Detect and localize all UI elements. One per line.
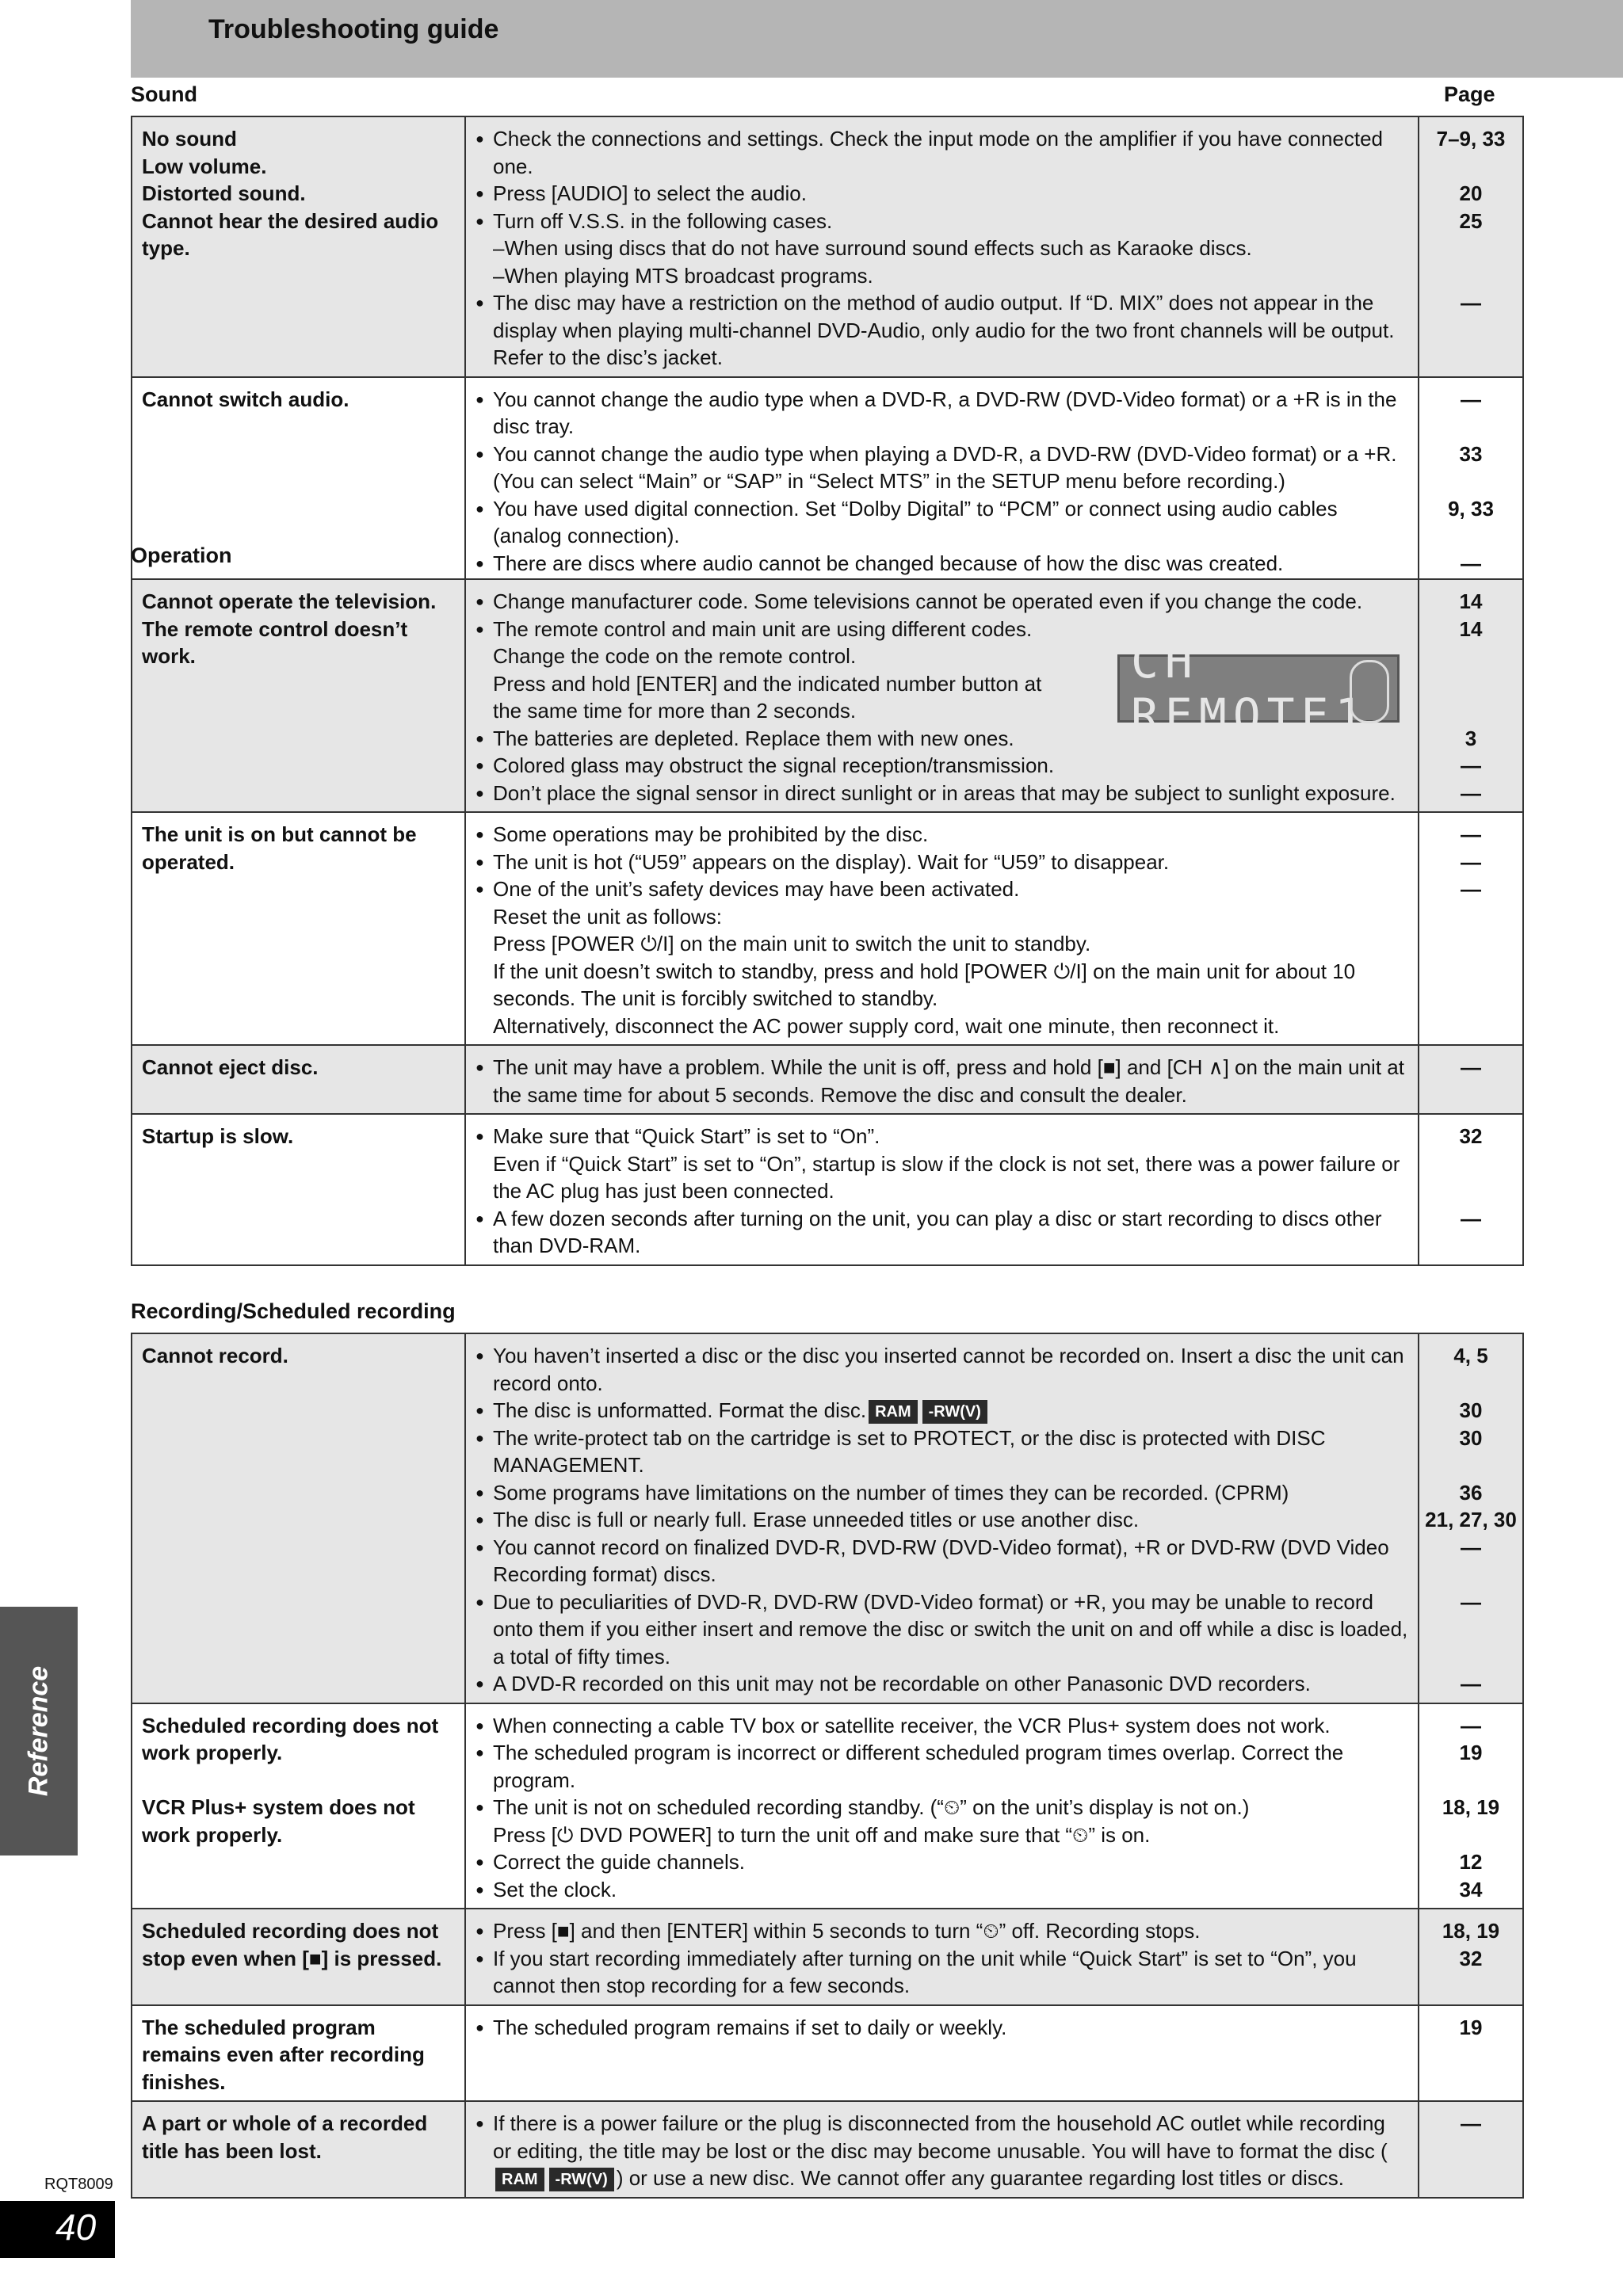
page-reference-cell [1419, 1703, 1523, 1909]
bullet-icon: ● [475, 2115, 484, 2131]
bullet-item [475, 441, 1408, 495]
solution-cell [465, 812, 1419, 1045]
page-reference-cell [1419, 377, 1523, 583]
bullet-item [475, 1945, 1408, 2000]
bullet-icon: ● [475, 881, 484, 897]
solution-cell [465, 1703, 1419, 1909]
problem-text: The unit is on but cannot be operated. [142, 822, 417, 874]
problem-text: Distorted sound. [142, 181, 306, 205]
table-row [132, 1114, 1523, 1265]
problem-cell [132, 579, 465, 812]
page-reference: 3 [1465, 726, 1477, 750]
problem-text: No sound [142, 127, 237, 151]
problem-cell [132, 812, 465, 1045]
disc-type-badge: RAM [495, 2168, 544, 2191]
page-reference: 14 [1459, 589, 1483, 613]
problem-text: VCR Plus+ system does not work properly. [142, 1795, 415, 1847]
page-reference: — [1461, 780, 1481, 805]
bullet-icon: ● [475, 212, 484, 229]
table-row [132, 812, 1523, 1045]
item-text: The disc may have a restriction on the method of audio output. If “D. MIX” does not appear in the display when playing multi-channel DVD-Audio, only audio for the two front channels will be output. Refer to the disc’s jacket. [493, 291, 1395, 369]
bullet-icon: ● [475, 131, 484, 147]
troubleshooting-table [131, 1333, 1524, 2199]
item-text: Check the connections and settings. Check the input mode on the amplifier if you have connected one. [493, 127, 1384, 178]
problem-cell [132, 1045, 465, 1114]
problem-cell [132, 2005, 465, 2102]
problem-cell [132, 1909, 465, 2005]
bullet-icon: ● [475, 1484, 484, 1501]
page-reference-cell [1419, 1045, 1523, 1114]
bullet-icon: ● [475, 1745, 484, 1760]
page-reference: — [1461, 849, 1481, 874]
bullet-item [475, 1712, 1408, 1740]
bullet-icon: ● [475, 1923, 484, 1939]
item-text: –When using discs that do not have surround sound effects such as Karaoke discs. [493, 236, 1252, 260]
problem-text: The scheduled program remains even after recording finishes. [142, 2015, 425, 2094]
page-reference: 19 [1459, 2015, 1483, 2039]
item-text: the same time for more than 2 seconds. [493, 699, 857, 723]
page-reference-cell [1419, 1333, 1523, 1703]
bullet-icon: ● [475, 1676, 484, 1691]
solution-cell [465, 377, 1419, 583]
bullet-icon: ● [475, 445, 484, 462]
page-reference: — [1461, 1713, 1481, 1737]
item-text: The remote control and main unit are using different codes. [493, 616, 1033, 641]
bullet-item [475, 1917, 1408, 1945]
bullet-item [475, 1506, 1408, 1534]
bullet-item [475, 180, 1408, 208]
page-reference: 12 [1459, 1850, 1483, 1874]
table-row [132, 1045, 1523, 1114]
bullet-item [475, 780, 1408, 807]
bullet-item [475, 2110, 1408, 2192]
page-reference: 36 [1459, 1480, 1483, 1505]
problem-cell [132, 1703, 465, 1909]
item-text: The disc is unformatted. Format the disc. [493, 1398, 867, 1422]
solution-cell [465, 2005, 1419, 2102]
item-text: You have used digital connection. Set “Dolby Digital” to “PCM” or connect using audio cables (analog connection). [493, 496, 1338, 547]
item-text: Don’t place the signal sensor in direct sunlight or in areas that may be subject to sunlight exposure. [493, 780, 1396, 805]
page-reference [1423, 1821, 1519, 1849]
item-text: Make sure that “Quick Start” is set to “On”. [493, 1124, 880, 1148]
page-reference-cell [1419, 1114, 1523, 1265]
table-row [132, 116, 1523, 377]
page-reference [1423, 1451, 1519, 1479]
item-text: The write-protect tab on the cartridge is set to PROTECT, or the disc is protected with DISC MANAGEMENT. [493, 1425, 1326, 1477]
highlight-circle [1350, 660, 1389, 723]
page-reference: 7–9, 33 [1436, 127, 1506, 151]
bullet-item [475, 752, 1408, 780]
page-reference: — [1461, 822, 1481, 846]
page-reference: — [1461, 387, 1481, 411]
disc-type-badge: RAM [869, 1400, 918, 1424]
problem-cell [132, 1333, 465, 1703]
section-title: Sound [131, 82, 197, 106]
indented-line [475, 1150, 1408, 1205]
solution-cell [465, 1114, 1419, 1265]
table-row [132, 1333, 1523, 1703]
page-reference: — [1461, 1206, 1481, 1230]
page-reference: — [1461, 1535, 1481, 1559]
page-reference [1423, 153, 1519, 181]
bullet-item [475, 1876, 1408, 1904]
bullet-item [475, 1123, 1408, 1150]
page-reference: — [1461, 877, 1481, 901]
page-number: 40 [55, 2206, 97, 2248]
page-reference: — [1461, 1055, 1481, 1079]
page-reference: 25 [1459, 208, 1483, 233]
table-row [132, 377, 1523, 583]
problem-cell [132, 116, 465, 377]
bullet-item [475, 588, 1408, 616]
bullet-item [475, 125, 1408, 180]
table-row [132, 1909, 1523, 2005]
disc-type-badge: -RW(V) [922, 1400, 987, 1424]
page-reference: 14 [1459, 616, 1483, 641]
item-text: Due to peculiarities of DVD-R, DVD-RW (DVD-Video format) or +R, you may be unable to record onto them if you either insert and remove the disc or switch the unit on and off while a disc is loaded, a total of fifty times. [493, 1589, 1408, 1669]
bullet-icon: ● [475, 1128, 484, 1144]
item-text: Change the code on the remote control. [493, 644, 857, 668]
bullet-item [475, 1479, 1408, 1507]
bullet-item [475, 1848, 1408, 1876]
page-reference: — [1461, 291, 1481, 315]
indented-line [475, 262, 1408, 290]
solution-cell [465, 116, 1419, 377]
page-reference [1423, 643, 1519, 670]
item-text: Some programs have limitations on the number of times they can be recorded. (CPRM) [493, 1480, 1289, 1505]
indented-line [475, 930, 1408, 958]
item-text: There are discs where audio cannot be changed because of how the disc was created. [493, 551, 1284, 575]
bullet-item [475, 1794, 1408, 1821]
page-column-header: Page [1444, 82, 1495, 106]
indented-line [475, 903, 1408, 931]
page-reference [1423, 413, 1519, 441]
page-reference [1423, 1370, 1519, 1398]
item-text: A few dozen seconds after turning on the unit, you can play a disc or start recording to discs other than DVD-RAM. [493, 1206, 1382, 1257]
bullet-item [475, 386, 1408, 441]
item-text: Press [POWER ⏻/I] on the main unit to switch the unit to standby. [493, 932, 1091, 955]
page-reference: 32 [1459, 1124, 1483, 1148]
page-reference [1423, 467, 1519, 495]
item-text: The scheduled program remains if set to daily or weekly. [493, 2015, 1007, 2039]
table-row [132, 2101, 1523, 2198]
disc-type-badge: -RW(V) [549, 2168, 614, 2191]
bullet-icon: ● [475, 1210, 484, 1226]
page-reference [1423, 1643, 1519, 1671]
bullet-icon: ● [475, 2019, 484, 2035]
problem-text: Cannot operate the television. [142, 589, 437, 613]
page-reference: 18, 19 [1442, 1795, 1500, 1819]
item-text: You haven’t inserted a disc or the disc you inserted cannot be recorded on. Insert a disc the unit can record onto. [493, 1344, 1404, 1395]
problem-text: Cannot record. [142, 1344, 288, 1367]
item-text: The scheduled program is incorrect or different scheduled program times overlap. Correct the program. [493, 1741, 1344, 1792]
bullet-icon: ● [475, 295, 484, 311]
indented-line [475, 1013, 1408, 1040]
page-reference: 21, 27, 30 [1425, 1508, 1517, 1531]
problem-cell [132, 1114, 465, 1265]
bullet-icon: ● [475, 1512, 484, 1527]
item-text: The unit may have a problem. While the unit is off, press and hold [■] and [CH ∧] on the main unit at the same time for about 5 seconds. Remove the disc and consult the dealer. [493, 1055, 1404, 1107]
page-reference: 33 [1459, 441, 1483, 466]
page-reference: 20 [1459, 181, 1483, 205]
problem-text: Low volume. [142, 154, 267, 178]
item-text: Press [■] and then [ENTER] within 5 seconds to turn “⏲” off. Recording stops. [493, 1919, 1201, 1943]
side-tab-label: Reference [23, 1665, 54, 1797]
bullet-icon: ● [475, 853, 484, 870]
item-text: Even if “Quick Start” is set to “On”, startup is slow if the clock is not set, there was a power failure or the AC plug has just been connected. [493, 1151, 1400, 1203]
troubleshooting-table [131, 116, 1524, 583]
solution-cell [465, 2101, 1419, 2198]
problem-text: Scheduled recording does not stop even when [■] is pressed. [142, 1919, 442, 1970]
page-reference: 32 [1459, 1946, 1483, 1970]
bullet-icon: ● [475, 185, 484, 201]
solution-cell [465, 1333, 1419, 1703]
table-row [132, 2005, 1523, 2102]
page-reference: — [1461, 1672, 1481, 1695]
bullet-icon: ● [475, 1429, 484, 1446]
bullet-icon: ● [475, 1717, 484, 1733]
bullet-icon: ● [475, 826, 484, 842]
problem-text: Cannot hear the desired audio type. [142, 208, 439, 260]
page-reference: — [1461, 753, 1481, 777]
bullet-icon: ● [475, 1059, 484, 1075]
item-text: Change manufacturer code. Some televisions cannot be operated even if you change the code. [493, 589, 1363, 613]
bullet-icon: ● [475, 784, 484, 801]
bullet-item [475, 1739, 1408, 1794]
page-reference-cell [1419, 116, 1523, 377]
problem-text: The remote control doesn’t work. [142, 616, 408, 668]
page-reference: 30 [1459, 1425, 1483, 1450]
item-text: Press [⏻ DVD POWER] to turn the unit off and make sure that “⏲” is on. [493, 1822, 1151, 1847]
bullet-icon: ● [475, 1348, 484, 1363]
page-reference-cell [1419, 579, 1523, 812]
page-reference: — [1461, 2111, 1481, 2135]
item-text: Turn off V.S.S. in the following cases. [493, 208, 833, 233]
item-text: Reset the unit as follows: [493, 904, 723, 929]
page-reference: 4, 5 [1453, 1344, 1488, 1367]
bullet-icon: ● [475, 1881, 484, 1897]
bullet-icon: ● [475, 757, 484, 773]
page-reference [1423, 235, 1519, 262]
page-reference-cell [1419, 2101, 1523, 2198]
item-text: Some operations may be prohibited by the disc. [493, 822, 929, 846]
page-reference-cell [1419, 1909, 1523, 2005]
item-text: –When playing MTS broadcast programs. [493, 263, 873, 288]
page-title: Troubleshooting guide [208, 14, 499, 44]
indented-line [475, 1821, 1408, 1849]
item-text: Press and hold [ENTER] and the indicated number button at [493, 671, 1042, 696]
bullet-icon: ● [475, 1950, 484, 1966]
bullet-item [475, 1425, 1408, 1479]
item-text: You cannot record on finalized DVD-R, DVD-RW (DVD-Video format), +R or DVD-RW (DVD Video Recording format) discs. [493, 1535, 1389, 1586]
problem-text: Startup is slow. [142, 1124, 294, 1148]
section-title: Recording/Scheduled recording [131, 1299, 456, 1323]
item-text: A DVD-R recorded on this unit may not be recordable on other Panasonic DVD recorders. [493, 1672, 1311, 1695]
bullet-item [475, 1670, 1408, 1698]
problem-text [142, 1767, 455, 1794]
item-text: One of the unit’s safety devices may have been activated. [493, 877, 1020, 901]
page-reference: 19 [1459, 1741, 1483, 1764]
page-reference [1423, 522, 1519, 550]
item-text: The unit is not on scheduled recording standby. (“⏲” on the unit’s display is not on.) [493, 1795, 1250, 1819]
bullet-icon: ● [475, 593, 484, 609]
bullet-item [475, 875, 1408, 903]
item-text: If there is a power failure or the plug is disconnected from the household AC outlet while recording or editing, the title may be lost or the disc may become unusable. You will have to format the disc ( [493, 2111, 1388, 2163]
bullet-icon: ● [475, 1854, 484, 1870]
page-reference: — [1461, 551, 1481, 575]
item-text: Alternatively, disconnect the AC power supply cord, wait one minute, then reconnect it. [493, 1013, 1280, 1038]
bullet-icon: ● [475, 500, 484, 517]
page-reference [1423, 670, 1519, 698]
page-reference [1423, 1767, 1519, 1794]
bullet-icon: ● [475, 1539, 484, 1555]
item-text: You cannot change the audio type when playing a DVD-R, a DVD-RW (DVD-Video format) or a +R. (You can select “Main” or “SAP” in “Select MTS” in the SETUP menu before recording.) [493, 441, 1397, 493]
document-code: RQT8009 [44, 2176, 113, 2193]
page-reference: 9, 33 [1448, 496, 1494, 521]
page-reference [1423, 697, 1519, 725]
bullet-item [475, 1342, 1408, 1397]
item-text: If you start recording immediately after turning on the unit while “Quick Start” is set to “On”, you cannot then stop recording for a few seconds. [493, 1946, 1357, 1997]
bullet-icon: ● [475, 620, 484, 637]
page-number-box [0, 2201, 115, 2258]
item-text: If the unit doesn’t switch to standby, press and hold [POWER ⏻/I] on the main unit for about 10 seconds. The unit is forcibly switched to standby. [493, 959, 1356, 1010]
item-text: When connecting a cable TV box or satellite receiver, the VCR Plus+ system does not work. [493, 1713, 1331, 1737]
indented-line [475, 958, 1408, 1013]
bullet-item [475, 208, 1408, 235]
display-text: CH REMOTE1 [1131, 635, 1369, 742]
bullet-item [475, 289, 1408, 372]
indented-line [475, 235, 1408, 262]
bullet-icon: ● [475, 391, 484, 407]
problem-text: Cannot switch audio. [142, 387, 349, 411]
page-reference: 34 [1459, 1877, 1483, 1901]
page-reference [1423, 1615, 1519, 1643]
item-text: The disc is full or nearly full. Erase unneeded titles or use another disc. [493, 1508, 1140, 1531]
page-reference [1423, 1177, 1519, 1205]
bullet-item [475, 2014, 1408, 2042]
bullet-item [475, 1397, 1408, 1425]
item-text: The unit is hot (“U59” appears on the display). Wait for “U59” to disappear. [493, 849, 1170, 874]
item-text: The batteries are depleted. Replace them with new ones. [493, 726, 1014, 750]
problem-text: Scheduled recording does not work properly. [142, 1713, 439, 1764]
remote-code-display [1117, 635, 1400, 742]
header-bar [131, 0, 1623, 78]
problem-text: Cannot eject disc. [142, 1055, 319, 1079]
bullet-item [475, 821, 1408, 849]
item-text: You cannot change the audio type when a DVD-R, a DVD-RW (DVD-Video format) or a +R is in the disc tray. [493, 387, 1397, 438]
item-text: Set the clock. [493, 1877, 617, 1901]
bullet-item [475, 1205, 1408, 1260]
bullet-item [475, 550, 1408, 578]
bullet-item [475, 495, 1408, 550]
bullet-item [475, 1589, 1408, 1671]
item-text: Colored glass may obstruct the signal reception/transmission. [493, 753, 1055, 777]
bullet-item [475, 1534, 1408, 1589]
page-reference [1423, 1150, 1519, 1178]
section-title: Operation [131, 543, 232, 567]
page-reference-cell [1419, 2005, 1523, 2102]
problem-cell [132, 2101, 465, 2198]
bullet-icon: ● [475, 1402, 484, 1418]
item-text-continued: ) or use a new disc. We cannot offer any guarantee regarding lost titles or discs. [616, 2166, 1345, 2190]
page-reference [1423, 1561, 1519, 1589]
bullet-item [475, 1054, 1408, 1108]
bullet-icon: ● [475, 1799, 484, 1815]
item-text: Correct the guide channels. [493, 1850, 745, 1874]
page-reference-cell [1419, 812, 1523, 1045]
page-reference: 18, 19 [1442, 1919, 1500, 1943]
solution-cell [465, 1909, 1419, 2005]
page-reference: — [1461, 1589, 1481, 1614]
item-text: Press [AUDIO] to select the audio. [493, 181, 807, 205]
solution-cell [465, 1045, 1419, 1114]
table-row [132, 1703, 1523, 1909]
page-reference: 30 [1459, 1398, 1483, 1422]
page-reference [1423, 262, 1519, 290]
problem-text: A part or whole of a recorded title has been lost. [142, 2111, 428, 2163]
side-tab[interactable] [0, 1607, 78, 1855]
bullet-icon: ● [475, 1593, 484, 1610]
bullet-icon: ● [475, 730, 484, 746]
bullet-icon: ● [475, 555, 484, 571]
bullet-item [475, 849, 1408, 876]
